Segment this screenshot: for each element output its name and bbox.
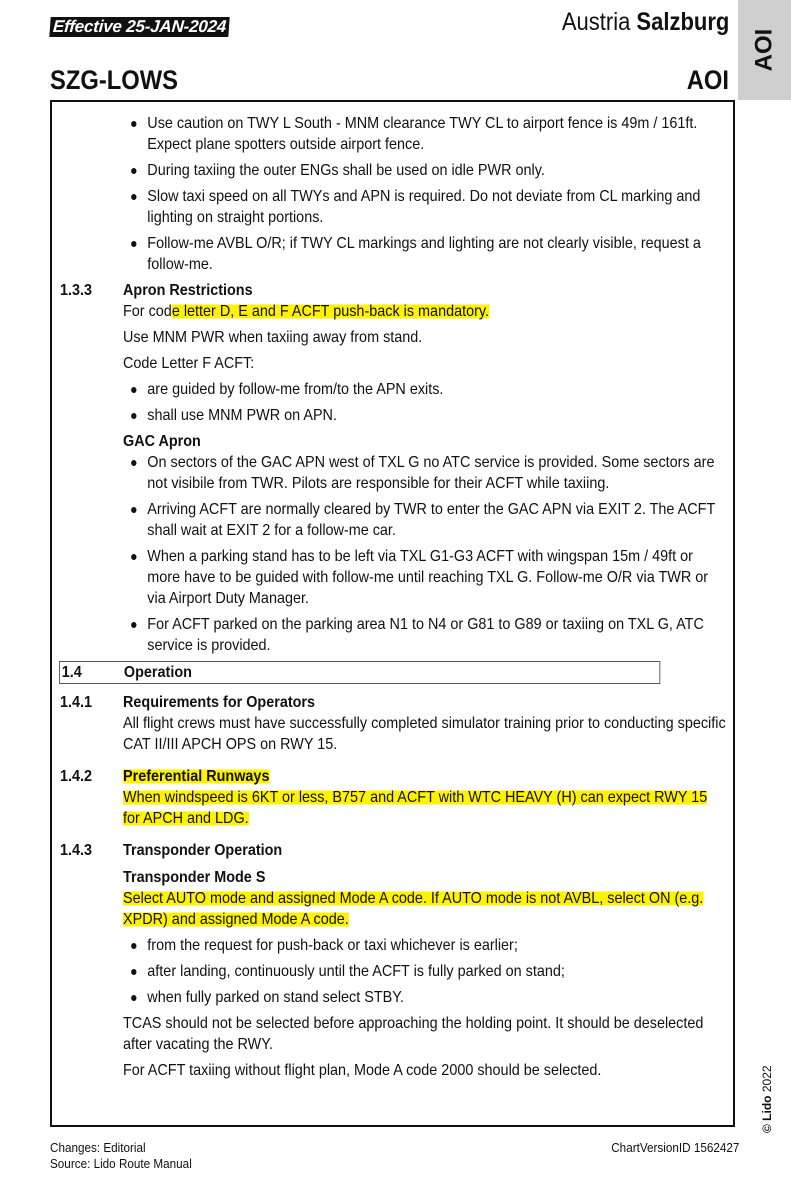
list-item: after landing, continuously until the ACFT is fully parked on stand;: [60, 961, 726, 982]
subsection-heading: GAC Apron: [123, 433, 201, 450]
chart-version-id: ChartVersionID 1562427: [610, 1140, 739, 1155]
copyright-year: 2022: [760, 1065, 774, 1093]
section-1-4-3: [60, 840, 726, 935]
section-number: 1.4.2: [60, 768, 93, 785]
list-item: are guided by follow-me from/to the APN exits.: [60, 379, 726, 400]
section-1-4-header: [59, 661, 660, 684]
effective-date-badge: Effective 25-JAN-2024: [49, 17, 230, 37]
list-item: Follow-me AVBL O/R; if TWY CL markings and lighting are not clearly visible, request a follow-me.: [60, 233, 726, 275]
intro-bullet-list: [60, 113, 726, 275]
section-heading: Transponder Operation: [123, 842, 283, 859]
list-item: For ACFT parked on the parking area N1 to N4 or G81 to G89 or taxiing on TXL G, ATC service is provided.: [60, 614, 726, 656]
document-content: [60, 113, 740, 1086]
list-item: Use caution on TWY L South - MNM clearance TWY CL to airport fence is 49m / 161ft. Expect plane spotters outside airport fence.: [60, 113, 726, 155]
side-tab-label: AOI: [750, 28, 778, 72]
gac-bullet-list: [60, 452, 726, 656]
copyright-brand: Lido: [760, 1095, 774, 1121]
list-item: when fully parked on stand select STBY.: [60, 987, 726, 1008]
list-item: shall use MNM PWR on APN.: [60, 405, 726, 426]
list-item: from the request for push-back or taxi whichever is earlier;: [60, 935, 726, 956]
section-1-4-2: [60, 766, 726, 834]
highlighted-text: When windspeed is 6KT or less, B757 and ACFT with WTC HEAVY (H) can expect RWY 15 for APCH and LDG.: [123, 789, 708, 827]
section-number: 1.4.3: [60, 842, 93, 859]
section-number: 1.4.1: [60, 694, 93, 711]
copyright-notice: [757, 1065, 777, 1134]
airport-location: [561, 6, 729, 38]
paragraph: Use MNM PWR when taxiing away from stand.: [123, 329, 423, 346]
paragraph: All flight crews must have successfully completed simulator training prior to conducting specific CAT II/III APCH OPS on RWY 15.: [123, 715, 726, 753]
paragraph: TCAS should not be selected before approaching the holding point. It should be deselected after vacating the RWY.: [123, 1015, 704, 1053]
paragraph: For ACFT taxiing without flight plan, Mode A code 2000 should be selected.: [123, 1062, 602, 1079]
section-heading: Apron Restrictions: [123, 282, 253, 299]
list-item: When a parking stand has to be left via TXL G1-G3 ACFT with wingspan 15m / 49ft or more have to be guided with follow-me until reaching TXL G. Follow-me O/R via TWR or via Airport Duty Manager.: [60, 546, 726, 609]
paragraph: [123, 301, 726, 322]
list-item: During taxiing the outer ENGs shall be used on idle PWR only.: [60, 160, 726, 181]
section-side-tab[interactable]: [738, 0, 791, 100]
footer-left: [50, 1140, 192, 1172]
list-item: Slow taxi speed on all TWYs and APN is required. Do not deviate from CL marking and lighting on straight portions.: [60, 186, 726, 228]
country-name: Austria: [561, 8, 630, 36]
code-f-bullet-list: [60, 379, 726, 426]
copyright-icon: ©: [760, 1124, 774, 1133]
section-heading: Operation: [123, 664, 192, 681]
paragraph: Code Letter F ACFT:: [123, 355, 255, 372]
section-title: AOI: [686, 65, 729, 95]
transponder-bullet-list: [60, 935, 726, 1008]
text-segment: For cod: [123, 303, 172, 320]
section-heading: Preferential Runways: [123, 768, 270, 785]
subsection-heading: Transponder Mode S: [123, 869, 266, 886]
list-item: On sectors of the GAC APN west of TXL G no ATC service is provided. Some sectors are not visibile from TWR. Pilots are responsible for their ACFT while taxiing.: [60, 452, 726, 494]
section-number: 1.3.3: [60, 282, 93, 299]
section-1-4-1: [60, 692, 726, 760]
airport-code: SZG-LOWS: [50, 65, 179, 95]
source-note: Source: Lido Route Manual: [50, 1156, 192, 1171]
city-name: Salzburg: [636, 8, 729, 36]
section-number: 1.4: [61, 664, 82, 681]
highlighted-text: Select AUTO mode and assigned Mode A code. If AUTO mode is not AVBL, select ON (e.g. XPDR) and assigned Mode A code.: [123, 890, 704, 928]
changes-note: Changes: Editorial: [50, 1140, 146, 1155]
section-heading: Requirements for Operators: [123, 694, 316, 711]
highlighted-text: e letter D, E and F ACFT push-back is mandatory.: [171, 303, 490, 320]
list-item: Arriving ACFT are normally cleared by TWR to enter the GAC APN via EXIT 2. The ACFT shall wait at EXIT 2 for a follow-me car.: [60, 499, 726, 541]
section-1-3-3: [60, 280, 726, 379]
